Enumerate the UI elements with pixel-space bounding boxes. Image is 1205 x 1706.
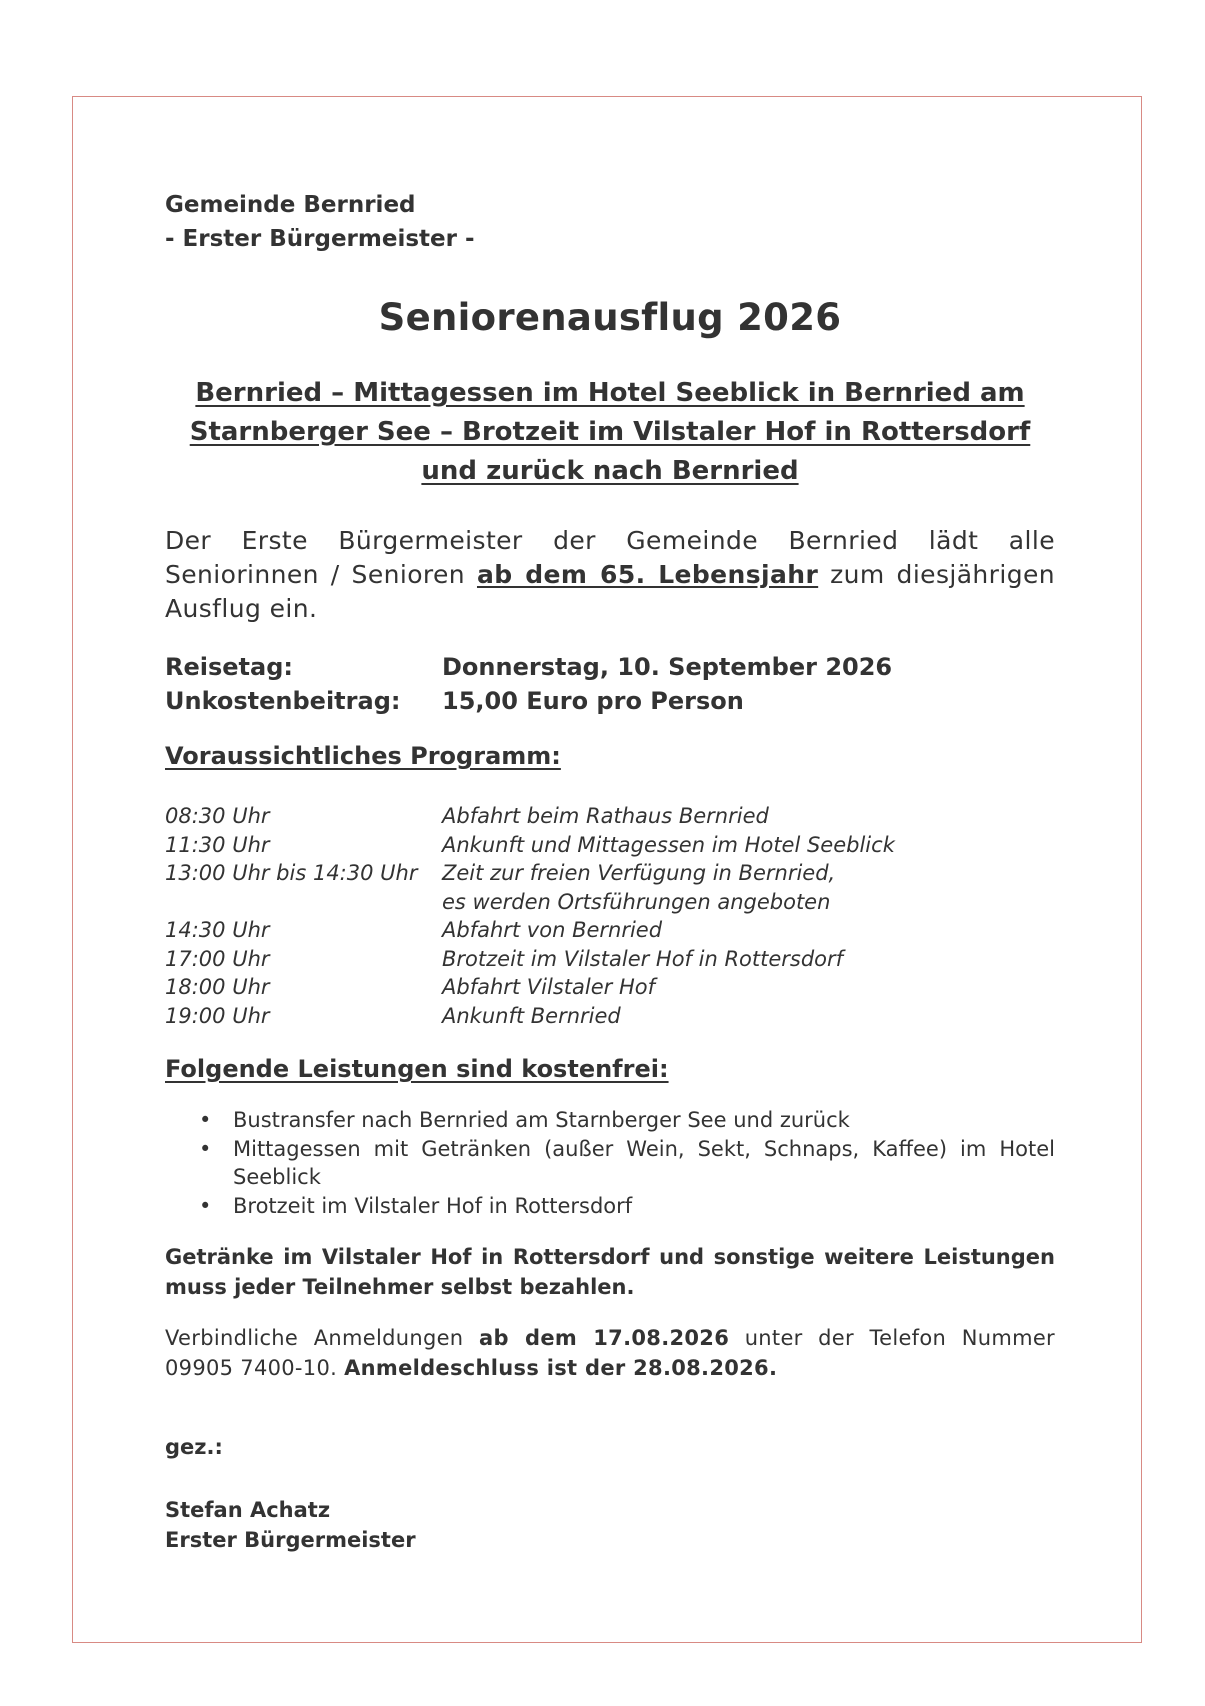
bullet-icon: • [199, 1136, 212, 1161]
program-row [165, 1002, 1055, 1031]
program-row [165, 973, 1055, 1002]
list-item-text: Bustransfer nach Bernried am Starnberger See und zurück [233, 1108, 850, 1132]
registration-deadline: Anmeldeschluss ist der 28.08.2026. [344, 1356, 778, 1380]
registration-start-date: ab dem 17.08.2026 [478, 1326, 730, 1350]
registration-text: Verbindliche Anmeldungen [165, 1326, 479, 1350]
bullet-icon: • [199, 1108, 212, 1132]
page-subtitle: Bernried – Mittagessen im Hotel Seeblick in Bernried am Starnberger See – Brotzeit im Vilstaler Hof in Rottersdorf und zurück nach Bernried [189, 378, 1031, 486]
program-desc: Abfahrt beim Rathaus Bernried [442, 804, 769, 828]
intro-text-end: zum diesjährigen Ausflug ein. [165, 560, 1055, 623]
signatory-role: Erster Bürgermeister [165, 1528, 416, 1552]
signature-gez: gez.: [165, 1435, 223, 1459]
program-desc: Brotzeit im Vilstaler Hof in Rottersdorf [442, 946, 844, 971]
program-row [165, 802, 1055, 831]
fact-row [165, 684, 1055, 718]
signatory-name: Stefan Achatz [165, 1498, 331, 1522]
bullet-icon: • [199, 1193, 212, 1218]
program-time: 13:00 Uhr bis 14:30 Uhr [165, 861, 418, 885]
program-time: 11:30 Uhr [165, 832, 270, 857]
program-desc: Ankunft und Mittagessen im Hotel Seeblick [442, 832, 895, 857]
program-desc: Abfahrt von Bernried [442, 918, 663, 942]
program-desc: Ankunft Bernried [442, 1003, 621, 1028]
payment-note: Getränke im Vilstaler Hof in Rottersdorf und sonstige weitere Leistungen muss jeder Teilnehmer selbst bezahlen. [165, 1245, 1055, 1299]
issuer-role: - Erster Bürgermeister - [165, 226, 475, 252]
free-services-list [165, 1106, 1055, 1220]
signature-block [165, 1495, 1055, 1555]
list-item [165, 1135, 1055, 1192]
fact-label: Unkostenbeitrag: [165, 687, 401, 715]
program-row [165, 831, 1055, 860]
issuer-block [165, 188, 1055, 256]
program-time [165, 888, 442, 917]
trip-facts [165, 650, 1055, 718]
issuer-name: Gemeinde Bernried [165, 192, 416, 218]
program-row [165, 945, 1055, 974]
program-row [165, 916, 1055, 945]
program-time: 17:00 Uhr [165, 946, 270, 971]
registration-paragraph [165, 1323, 1055, 1383]
program-list [165, 802, 1055, 1030]
list-item-text: Mittagessen mit Getränken (außer Wein, Sekt, Schnaps, Kaffee) im Hotel Seeblick [233, 1136, 1055, 1189]
list-item-text: Brotzeit im Vilstaler Hof in Rottersdorf [233, 1193, 633, 1218]
intro-paragraph [165, 524, 1055, 626]
free-services-heading: Folgende Leistungen sind kostenfrei: [165, 1055, 669, 1083]
program-desc: Zeit zur freien Verfügung in Bernried, [442, 861, 836, 885]
program-row [165, 888, 1055, 917]
registration-phone-text: unter der Telefon Nummer 09905 7400-10. [165, 1326, 1055, 1380]
fact-row [165, 650, 1055, 684]
fact-value: 15,00 Euro pro Person [442, 687, 744, 715]
program-time: 08:30 Uhr [165, 804, 270, 828]
list-item [165, 1192, 1055, 1221]
list-item [165, 1106, 1055, 1135]
program-desc: Abfahrt Vilstaler Hof [442, 975, 655, 999]
program-row [165, 859, 1055, 888]
fact-label: Reisetag: [165, 653, 293, 681]
program-heading: Voraussichtliches Programm: [165, 742, 561, 770]
page-title: Seniorenausflug 2026 [378, 296, 842, 339]
fact-value: Donnerstag, 10. September 2026 [442, 653, 893, 681]
program-time: 18:00 Uhr [165, 975, 270, 999]
program-desc: es werden Ortsführungen angeboten [442, 889, 831, 914]
intro-text-start: Der Erste Bürgermeister der Gemeinde Bernried lädt alle Seniorinnen / Senioren [165, 526, 1055, 589]
intro-age-highlight: ab dem 65. Lebensjahr [476, 560, 819, 589]
program-time: 14:30 Uhr [165, 918, 270, 942]
program-time: 19:00 Uhr [165, 1003, 270, 1028]
